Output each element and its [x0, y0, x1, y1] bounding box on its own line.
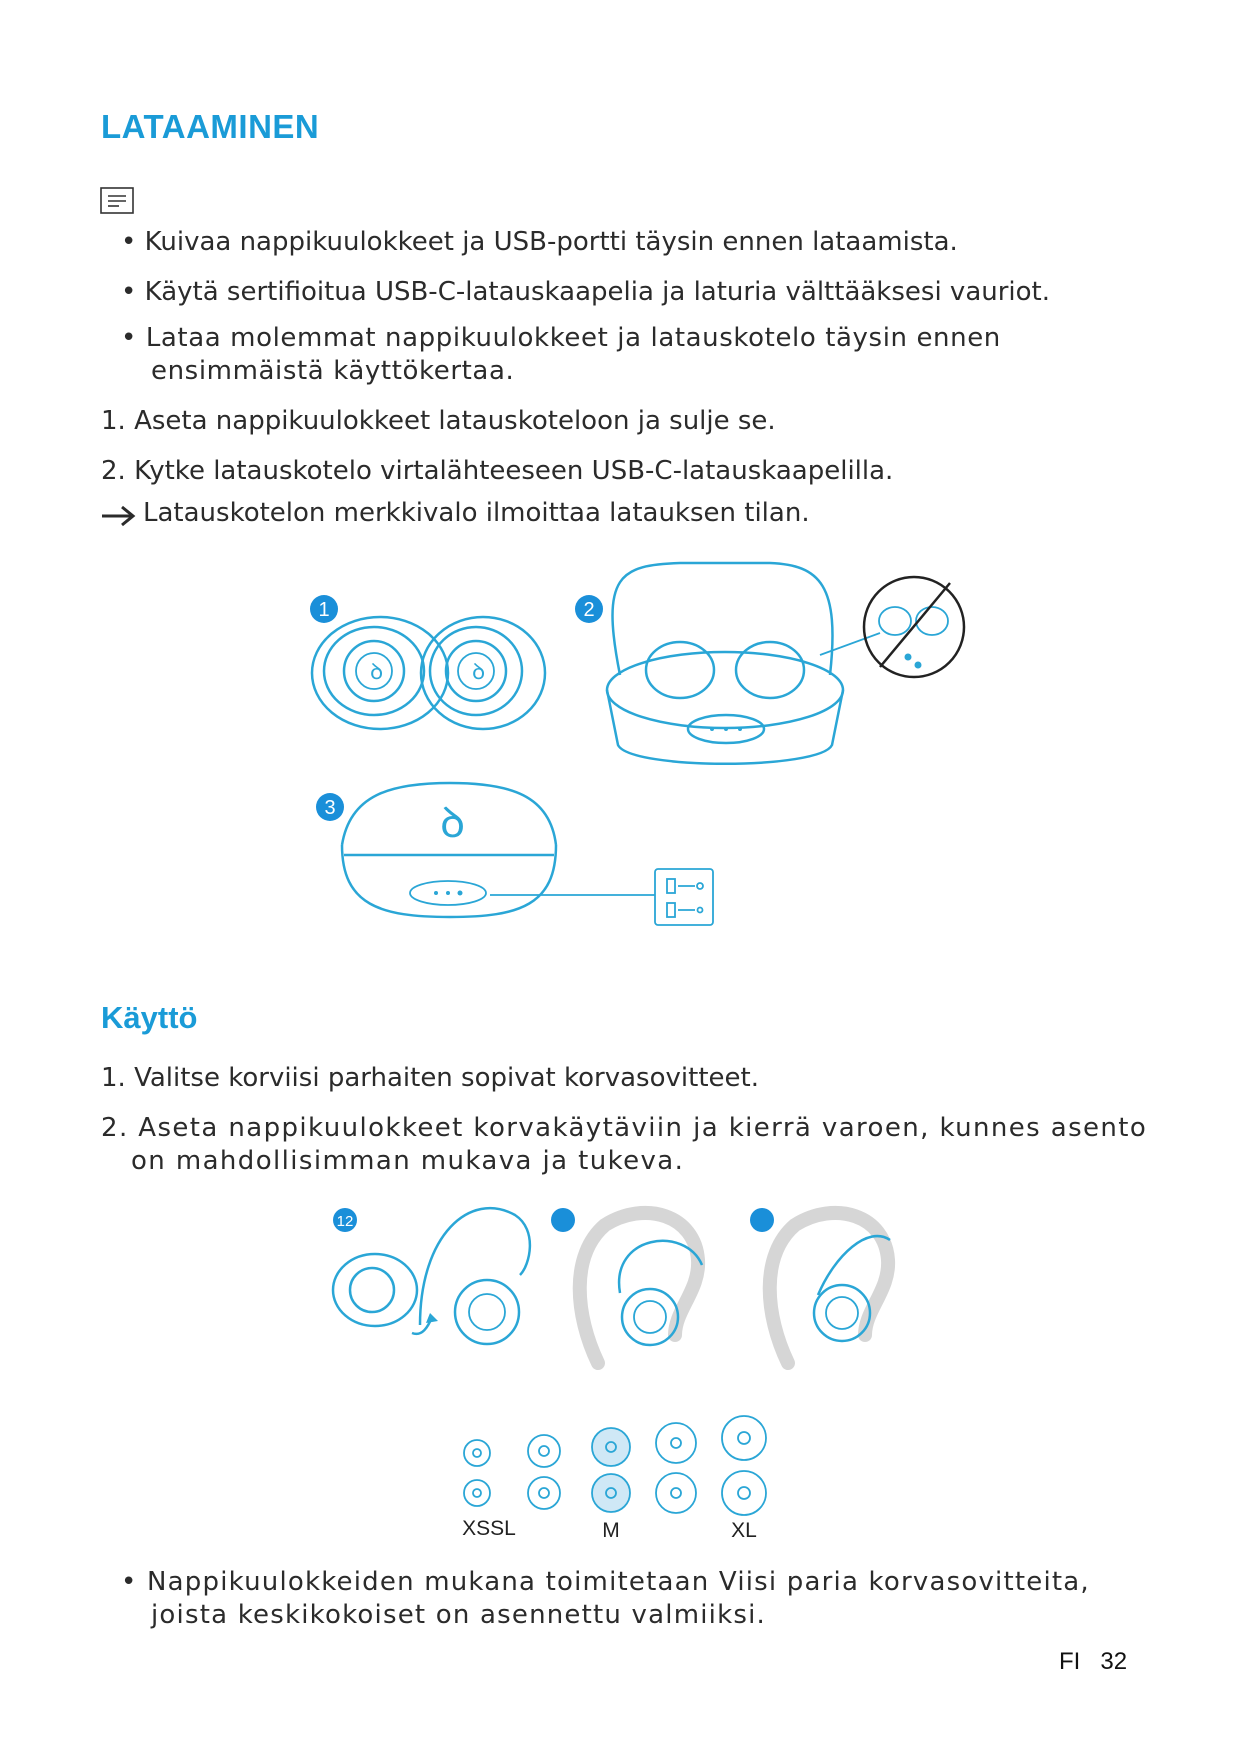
- size-label-xl: XL: [731, 1519, 757, 1542]
- earbud-left: [312, 617, 448, 729]
- size-label-xssl: XSSL: [462, 1517, 516, 1540]
- wearing-illustration: [320, 1195, 920, 1375]
- ear-tip-sizes: [440, 1395, 800, 1545]
- ear-tip-xs: [464, 1440, 490, 1506]
- usage-step-1: 1. Valitse korviisi parhaiten sopivat korvasovitteet.: [101, 1063, 759, 1093]
- note-bullet: • Lataa molemmat nappikuulokkeet ja latauskotelo täysin ennen ensimmäistä käyttökertaa.: [121, 323, 1001, 386]
- ear-tip-s: [528, 1435, 560, 1509]
- ear-wearing-1: [580, 1213, 702, 1363]
- charging-illustration: [300, 555, 980, 955]
- svg-text:3: 3: [324, 797, 336, 819]
- footer-lang: FI: [1059, 1648, 1081, 1675]
- note-bullet: • Kuivaa nappikuulokkeet ja USB-portti täysin ennen lataamista.: [121, 227, 958, 257]
- step-dot: [551, 1208, 575, 1232]
- badge-12: [333, 1208, 357, 1232]
- open-charging-case: [607, 563, 843, 764]
- closed-charging-case: [342, 783, 655, 917]
- page-footer: [1059, 1648, 1127, 1676]
- section-title-charging: LATAAMINEN: [101, 108, 320, 145]
- ear-tip-m: [592, 1428, 630, 1512]
- note-icon: [100, 187, 134, 214]
- badge-2: [575, 595, 603, 623]
- step-2: 2. Kytke latauskotelo virtalähteeseen USB-C-latauskaapelilla.: [101, 456, 894, 486]
- badge-1: [310, 595, 338, 623]
- svg-text:ꝺ: ꝺ: [472, 660, 486, 685]
- charging-result: Latauskotelon merkkivalo ilmoittaa latauksen tilan.: [143, 498, 810, 528]
- svg-text:2: 2: [583, 599, 595, 621]
- svg-text:1: 1: [318, 599, 330, 621]
- earbud-with-hook: [333, 1208, 530, 1344]
- size-label-m: M: [602, 1519, 620, 1542]
- page-number: 32: [1100, 1648, 1128, 1675]
- step-1: 1. Aseta nappikuulokkeet latauskoteloon ja sulje se.: [101, 406, 776, 436]
- svg-text:ꝺ: ꝺ: [440, 798, 466, 847]
- badge-3: [316, 793, 344, 821]
- ear-wearing-2: [770, 1213, 890, 1363]
- section-title-usage: Käyttö: [101, 1000, 198, 1035]
- svg-text:12: 12: [336, 1213, 354, 1230]
- arrow-right-icon: [100, 503, 136, 529]
- usage-step-2: 2. Aseta nappikuulokkeet korvakäytäviin ja kierrä varoen, kunnes asento on mahdollisimman mukava ja tukeva.: [101, 1113, 1148, 1176]
- charging-indicator-legend: [655, 869, 713, 925]
- ear-tip-note: • Nappikuulokkeiden mukana toimitetaan Viisi paria korvasovitteita, joista keskikokoiset on asennettu valmiiksi.: [121, 1567, 1090, 1630]
- svg-text:ꝺ: ꝺ: [370, 660, 384, 685]
- note-bullet: • Käytä sertifioitua USB-C-latauskaapelia ja laturia välttääksesi vauriot.: [121, 277, 1051, 307]
- earbud-right: [421, 617, 545, 729]
- no-water-warning-icon: [820, 577, 964, 677]
- step-dot: [750, 1208, 774, 1232]
- ear-tip-xl: [722, 1416, 766, 1515]
- ear-tip-l: [656, 1423, 696, 1513]
